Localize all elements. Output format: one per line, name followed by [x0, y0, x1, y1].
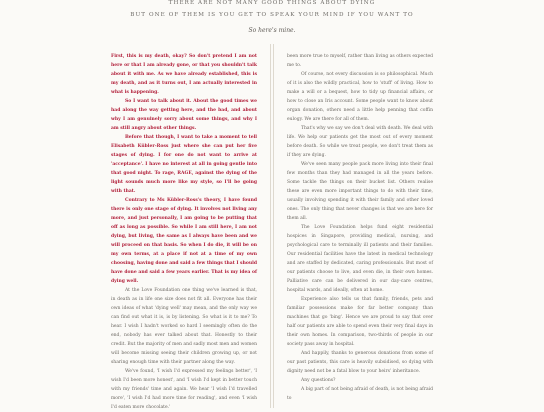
right-paragraph-5: The Love Foundation helps fund eight residential hospices in Singapore, providing medical, nursing, and psychological care to terminally ill patients and their families. Our residential facilities have the latest in medical technology and are staffed by dedicated, caring professionals. But most of our patients choose to live, and even die, in their own homes. Palliative care can be delivered in our day-care centres, hospital wards, and ideally, often at home. [287, 225, 433, 293]
body-paragraph-2: We've found, 'I wish I'd expressed my feelings better', 'I wish I'd been more honest', and 'I wish I'd kept in better touch with my friends' time and again. We hear 'I wish I'd travelled more', 'I wish I'd had more time for reading', and even 'I wish I'd eaten more chocolate.' [111, 369, 257, 410]
right-paragraph-2: Of course, not every discussion is so philosophical. Much of it is also the wildly practical, how to 'stuff' of living. How to make a will or a bequest, how to tidy up financial affairs, or how to close an Iris account. Some people want to know about organ donation, others need a little help penning that coffin eulogy. We are there for all of them. [287, 72, 433, 122]
red-paragraph-3: Before that though, I want to take a moment to tell Elisabeth Kübler-Ross just where she can put her five stages of dying. I for one do not want to arrive at 'acceptance'. I have no interest at all in going gentle into that good night. To rage, RAGE, against the dying of the light sounds much more like my style, so I'll be going with that. [111, 135, 257, 194]
left-column [111, 52, 257, 412]
column-divider-right [273, 44, 274, 408]
red-paragraph-2: So I want to talk about it. About the good times we had along the way getting here, and the bad, and about why I am genuinely sorry about some things, and why I am still angry about other things. [111, 99, 257, 131]
header-line-2: BUT ONE OF THEM IS YOU GET TO SPEAK YOUR MIND IF YOU WANT TO [130, 12, 414, 18]
right-paragraph-6: Experience also tells us that family, friends, pets and familiar possessions make for far better company than machines that go 'bing'. Hence we are proud to say that over half our patients are able to spend even their very final days in their own homes. In comparison, two-thirds of people in our society pass away in hospital. [287, 297, 433, 347]
right-paragraph-9: A big part of not being afraid of death, is not being afraid to [287, 387, 433, 401]
right-paragraph-4: We've seen many people pack more living into their final few months than they had managed in all the years before. Some tackle the things on their bucket list. Others realise these are even more important things to do with their time, usually involving spending it with their family and other loved ones. The only thing that never changes is that we are here for them all. [287, 162, 433, 221]
right-paragraph-3: That's why we say we don't deal with death. We deal with life. We help our patients get the most out of every moment before death. So while we treat people, we don't treat them as if they are dying. [287, 126, 433, 158]
red-paragraph-4: Contrary to Ms Kübler-Ross's theory, I have found there is only one stage of dying. It involves not living any more, and just personally, I am going to be putting that off as long as possible. So while I am still here, I am not dying, but living, the same as I always have been and we will proceed on that basis. So when I do die, it will be on my own terms, at a place if not at a time of my own choosing, having done and said a few things that I should have done and said a few years earlier. That is my idea of dying well. [111, 198, 257, 284]
right-paragraph-8: Any questions? [301, 378, 336, 383]
header-line-1: THERE ARE NOT MANY GOOD THINGS ABOUT DYING [168, 0, 376, 6]
right-paragraph-1: been more true to myself, rather than living as others expected me to. [287, 54, 433, 68]
column-divider-left [270, 44, 271, 408]
body-paragraph-1: At the Love Foundation one thing we've learned is that, in death as in life one size does not fit all. Everyone has their own ideas of what 'dying well' may mean, and the only way we can find out what it is, is by listening. So what is it to me? To hear. I wish I hadn't worked so hard I seemingly often do the end, nobody has ever talked about that. Honestly to their credit. But the majority of men and sadly most men and women will become missing seeing their children growing up, or not sharing enough time with their partner along the way. [111, 288, 257, 365]
subtitle: So here's mine. [248, 27, 296, 34]
right-paragraph-7: And happily, thanks to generous donations from some of our past patients, this care is heavily subsidised, so dying with dignity need not be a fatal blow to your heirs' inheritance. [287, 351, 433, 374]
right-column [287, 52, 433, 403]
red-paragraph-1: First, this is my death, okay? So don't pretend I am not here or that I am already gone, or that you shouldn't talk about it with me. As we have already established, this is my death, and as it turns out, I am actually interested in what is happening. [111, 54, 257, 95]
